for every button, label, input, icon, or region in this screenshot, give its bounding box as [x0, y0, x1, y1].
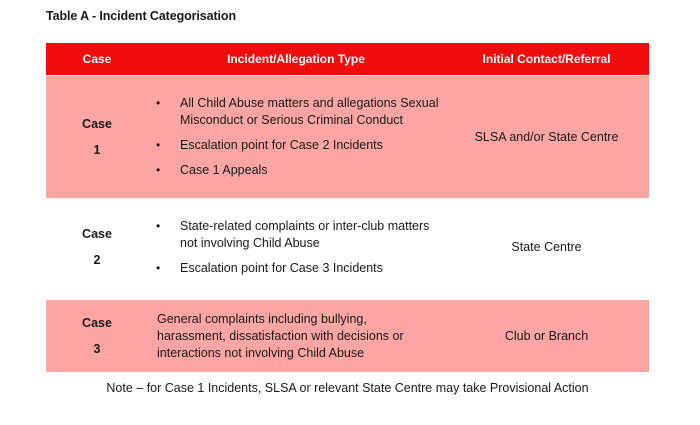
- list-item: [154, 218, 444, 252]
- incident-description: General complaints including bullying, harassment, dissatisfaction with decisions or interactions not involving Child Abuse: [157, 311, 404, 360]
- header-incident-type: Incident/Allegation Type: [227, 52, 365, 66]
- bullet-icon: •: [156, 96, 161, 110]
- incident-list: [148, 218, 444, 277]
- bullet-icon: •: [156, 219, 161, 233]
- case-cell: [46, 198, 148, 297]
- table-header-row: [46, 43, 649, 75]
- incident-categorisation-table: [46, 43, 649, 372]
- list-item-text: Case 1 Appeals: [180, 163, 268, 177]
- list-item: [154, 162, 444, 179]
- case-number: 2: [93, 253, 101, 267]
- header-initial-contact: Initial Contact/Referral: [482, 52, 611, 66]
- incident-type-cell: [148, 300, 444, 372]
- bullet-icon: •: [156, 261, 161, 275]
- list-item: [154, 137, 444, 154]
- header-case: Case: [82, 52, 112, 66]
- case-number: 1: [93, 142, 101, 157]
- incident-type-cell: [148, 76, 444, 198]
- table-row-case-1: [46, 76, 649, 198]
- case-label: Case: [82, 116, 112, 131]
- referral-cell: SLSA and/or State Centre: [474, 129, 619, 144]
- case-label: Case: [82, 315, 112, 330]
- incident-type-cell: [148, 198, 444, 297]
- document-title: Table A - Incident Categorisation: [46, 9, 237, 23]
- list-item-text: All Child Abuse matters and allegations Sexual Misconduct or Serious Criminal Conduct: [180, 96, 439, 127]
- table-note: Note – for Case 1 Incidents, SLSA or relevant State Centre may take Provisional Action: [106, 381, 589, 395]
- referral-cell: State Centre: [511, 240, 582, 254]
- table-row-case-2: [46, 198, 649, 297]
- case-label: Case: [82, 227, 112, 241]
- list-item-text: State-related complaints or inter-club matters not involving Child Abuse: [180, 219, 430, 250]
- bullet-icon: •: [156, 163, 161, 177]
- list-item: [154, 260, 444, 277]
- referral-cell: Club or Branch: [504, 328, 589, 343]
- list-item-text: Escalation point for Case 3 Incidents: [180, 261, 383, 275]
- bullet-icon: •: [156, 138, 161, 152]
- list-item-text: Escalation point for Case 2 Incidents: [180, 138, 383, 152]
- case-cell: [46, 76, 148, 198]
- list-item: [154, 95, 444, 129]
- case-cell: [46, 300, 148, 372]
- incident-list: [148, 95, 444, 179]
- case-number: 3: [93, 341, 101, 356]
- table-row-case-3: [46, 300, 649, 372]
